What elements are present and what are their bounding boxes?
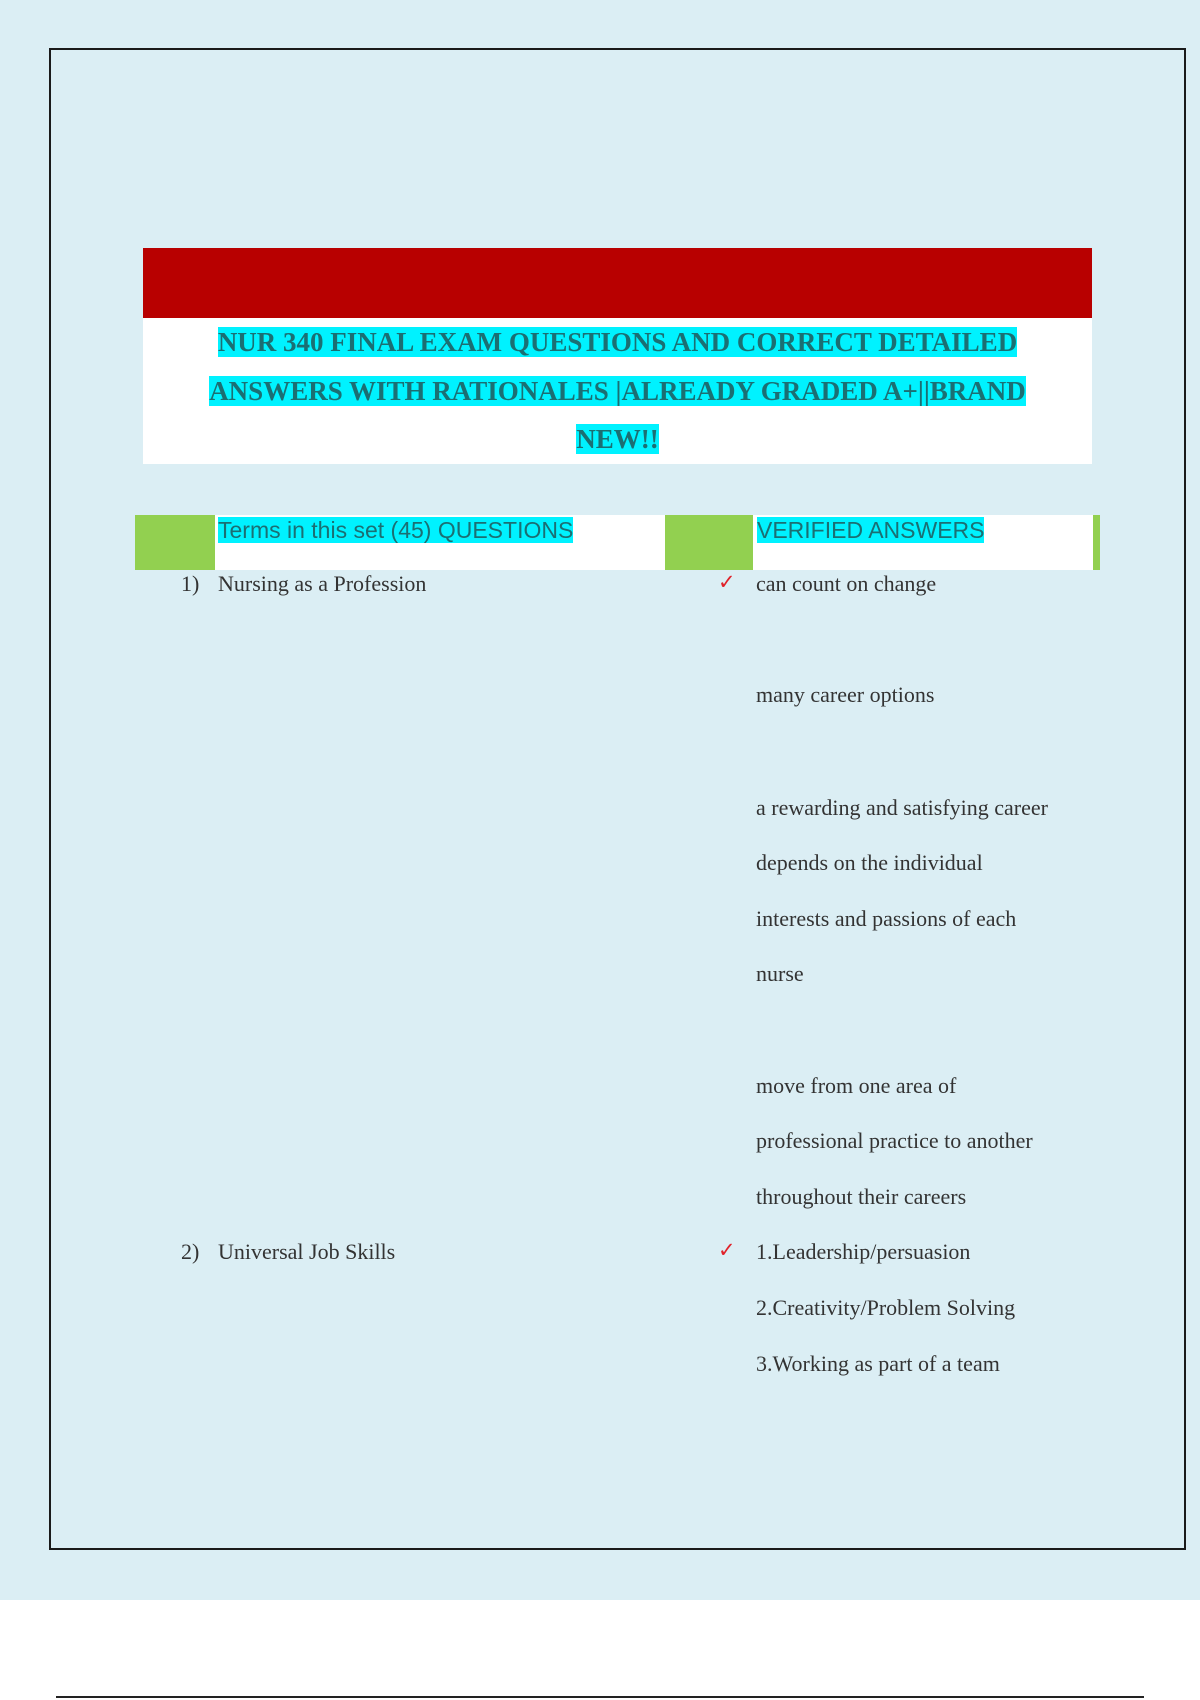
answer-line: can count on change — [756, 571, 937, 596]
title-line-2: ANSWERS WITH RATIONALES |ALREADY GRADED A+||BRAND — [209, 375, 1026, 406]
answers-header-edge — [1093, 515, 1100, 570]
answer-line: a rewarding and satisfying career — [756, 795, 1048, 820]
answer-line: interests and passions of each — [756, 906, 1017, 931]
title-line-3: NEW!! — [576, 424, 659, 454]
answer-line: move from one area of — [756, 1073, 957, 1098]
answer-line: depends on the individual — [756, 850, 983, 875]
question-term-1: Nursing as a Profession — [218, 571, 427, 596]
footer-rule — [56, 1696, 1144, 1698]
questions-header-marker — [135, 515, 215, 570]
answer-line: throughout their careers — [756, 1184, 967, 1209]
answer-line: 3.Working as part of a team — [756, 1351, 1000, 1376]
answers-header-marker — [665, 515, 753, 570]
questions-header: Terms in this set (45) QUESTIONS — [218, 517, 574, 543]
question-number-2: 2) — [181, 1239, 200, 1264]
title-color-bar — [143, 248, 1092, 318]
check-icon: ✓ — [718, 570, 736, 594]
answer-line: many career options — [756, 682, 935, 707]
answer-line: 2.Creativity/Problem Solving — [756, 1295, 1016, 1320]
answer-line: 1.Leadership/persuasion — [756, 1239, 971, 1264]
question-term-2: Universal Job Skills — [218, 1239, 396, 1264]
title-line-1: NUR 340 FINAL EXAM QUESTIONS AND CORRECT DETAILED — [217, 327, 1018, 357]
title-block — [143, 248, 1092, 464]
answer-line: nurse — [756, 961, 804, 986]
answer-line: professional practice to another — [756, 1128, 1033, 1153]
check-icon: ✓ — [718, 1238, 736, 1262]
document-title — [143, 318, 1092, 464]
question-number-1: 1) — [181, 571, 200, 596]
answers-header: VERIFIED ANSWERS — [757, 517, 985, 543]
